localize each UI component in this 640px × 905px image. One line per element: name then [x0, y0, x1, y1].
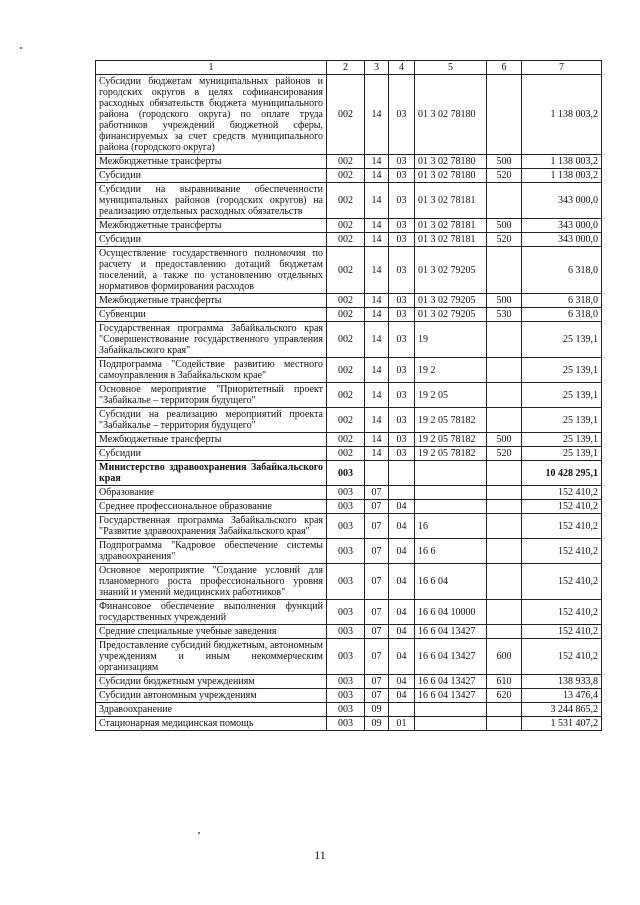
cell-ministry-code: 002: [327, 247, 365, 294]
cell-subsection: 03: [389, 358, 415, 383]
cell-ministry-code: 003: [327, 639, 365, 675]
cell-ministry-code: 003: [327, 486, 365, 500]
cell-ministry-code: 003: [327, 675, 365, 689]
cell-expense-type: 500: [487, 433, 522, 447]
cell-target-article: 16 6 04 13427: [415, 689, 487, 703]
cell-target-article: 01 3 02 79205: [415, 247, 487, 294]
cell-name: Субсидии: [96, 447, 327, 461]
cell-target-article: 19 2 05: [415, 383, 487, 408]
cell-section: 07: [365, 625, 389, 639]
cell-subsection: 03: [389, 183, 415, 219]
table-row: [96, 447, 602, 461]
cell-name: Субсидии бюджетным учреждениям: [96, 675, 327, 689]
table-row: [96, 514, 602, 539]
cell-ministry-code: 003: [327, 689, 365, 703]
cell-name: Здравоохранение: [96, 703, 327, 717]
cell-subsection: 04: [389, 564, 415, 600]
cell-expense-type: [487, 461, 522, 486]
table-row: [96, 639, 602, 675]
cell-subsection: 03: [389, 155, 415, 169]
cell-subsection: 03: [389, 233, 415, 247]
cell-section: 07: [365, 514, 389, 539]
cell-section: 09: [365, 703, 389, 717]
cell-ministry-code: 003: [327, 564, 365, 600]
budget-table: [95, 60, 602, 731]
cell-amount: 152 410,2: [522, 500, 602, 514]
cell-target-article: [415, 703, 487, 717]
cell-target-article: 19 2 05 78182: [415, 447, 487, 461]
cell-section: 14: [365, 233, 389, 247]
cell-target-article: 19: [415, 322, 487, 358]
cell-expense-type: 530: [487, 308, 522, 322]
table-row: [96, 625, 602, 639]
table-row: [96, 461, 602, 486]
cell-expense-type: [487, 564, 522, 600]
table-row: [96, 486, 602, 500]
cell-expense-type: [487, 383, 522, 408]
cell-name: Предоставление субсидий бюджетным, автономным учреждениям и иным некоммерческим организациям: [96, 639, 327, 675]
table-row: [96, 155, 602, 169]
cell-target-article: 16 6 04: [415, 564, 487, 600]
table-body: [96, 75, 602, 731]
table-row: [96, 689, 602, 703]
cell-expense-type: [487, 322, 522, 358]
cell-ministry-code: 003: [327, 514, 365, 539]
cell-section: 07: [365, 539, 389, 564]
cell-name: Субсидии на реализацию мероприятий проекта "Забайкалье – территория будущего": [96, 408, 327, 433]
cell-target-article: 16 6: [415, 539, 487, 564]
cell-name: Подпрограмма "Кадровое обеспечение системы здравоохранения": [96, 539, 327, 564]
cell-subsection: 03: [389, 75, 415, 155]
cell-expense-type: [487, 75, 522, 155]
cell-ministry-code: 002: [327, 183, 365, 219]
cell-expense-type: [487, 514, 522, 539]
column-header-amount: 7: [522, 61, 602, 75]
cell-section: 07: [365, 675, 389, 689]
table-header-row: [96, 61, 602, 75]
cell-ministry-code: 002: [327, 383, 365, 408]
cell-subsection: 04: [389, 689, 415, 703]
cell-name: Межбюджетные трансферты: [96, 219, 327, 233]
cell-ministry-code: 002: [327, 447, 365, 461]
cell-ministry-code: 003: [327, 625, 365, 639]
cell-target-article: 01 3 02 78180: [415, 155, 487, 169]
cell-ministry-code: 002: [327, 294, 365, 308]
cell-name: Субсидии: [96, 233, 327, 247]
cell-name: Стационарная медицинская помощь: [96, 717, 327, 731]
cell-ministry-code: 002: [327, 322, 365, 358]
cell-target-article: 19 2 05 78182: [415, 408, 487, 433]
cell-name: Субсидии на выравнивание обеспеченности муниципальных районов (городских округов) на реализацию отдельных расходных обязательств: [96, 183, 327, 219]
cell-subsection: 04: [389, 539, 415, 564]
cell-section: 14: [365, 408, 389, 433]
cell-subsection: 03: [389, 219, 415, 233]
cell-amount: 3 244 865,2: [522, 703, 602, 717]
cell-amount: 1 531 407,2: [522, 717, 602, 731]
table-row: [96, 433, 602, 447]
column-header-subsection: 4: [389, 61, 415, 75]
cell-section: 14: [365, 155, 389, 169]
cell-target-article: 01 3 02 78180: [415, 169, 487, 183]
cell-amount: 1 138 003,2: [522, 169, 602, 183]
table-row: [96, 500, 602, 514]
cell-section: 14: [365, 447, 389, 461]
cell-subsection: 03: [389, 308, 415, 322]
cell-expense-type: [487, 600, 522, 625]
cell-amount: 152 410,2: [522, 564, 602, 600]
cell-target-article: [415, 717, 487, 731]
cell-expense-type: 520: [487, 169, 522, 183]
cell-target-article: 01 3 02 79205: [415, 308, 487, 322]
cell-name: Межбюджетные трансферты: [96, 433, 327, 447]
cell-ministry-code: 003: [327, 703, 365, 717]
cell-target-article: 16 6 04 13427: [415, 639, 487, 675]
cell-amount: 6 318,0: [522, 294, 602, 308]
table-row: [96, 717, 602, 731]
cell-ministry-code: 002: [327, 169, 365, 183]
cell-target-article: [415, 461, 487, 486]
cell-target-article: 16 6 04 10000: [415, 600, 487, 625]
cell-target-article: 01 3 02 78181: [415, 233, 487, 247]
cell-amount: 10 428 295,1: [522, 461, 602, 486]
cell-amount: 152 410,2: [522, 539, 602, 564]
cell-subsection: [389, 461, 415, 486]
cell-subsection: 03: [389, 322, 415, 358]
cell-section: 14: [365, 169, 389, 183]
cell-amount: 152 410,2: [522, 486, 602, 500]
cell-name: Субвенции: [96, 308, 327, 322]
cell-expense-type: [487, 408, 522, 433]
cell-section: 14: [365, 308, 389, 322]
cell-target-article: 01 3 02 78181: [415, 219, 487, 233]
cell-target-article: 16 6 04 13427: [415, 625, 487, 639]
cell-amount: 25 139,1: [522, 447, 602, 461]
cell-subsection: 01: [389, 717, 415, 731]
cell-target-article: 01 3 02 78181: [415, 183, 487, 219]
cell-amount: 25 139,1: [522, 433, 602, 447]
cell-target-article: 19 2: [415, 358, 487, 383]
cell-name: Финансовое обеспечение выполнения функций государственных учреждений: [96, 600, 327, 625]
table-row: [96, 233, 602, 247]
cell-section: 14: [365, 383, 389, 408]
cell-section: 07: [365, 486, 389, 500]
table-row: [96, 383, 602, 408]
cell-section: 07: [365, 639, 389, 675]
cell-amount: 343 000,0: [522, 219, 602, 233]
cell-ministry-code: 002: [327, 155, 365, 169]
cell-expense-type: 620: [487, 689, 522, 703]
cell-subsection: 04: [389, 639, 415, 675]
cell-name: Государственная программа Забайкальского края "Развитие здравоохранения Забайкальского края": [96, 514, 327, 539]
cell-expense-type: 500: [487, 219, 522, 233]
column-header-expense-type: 6: [487, 61, 522, 75]
cell-amount: 25 139,1: [522, 322, 602, 358]
cell-name: Субсидии автономным учреждениям: [96, 689, 327, 703]
cell-amount: 343 000,0: [522, 183, 602, 219]
cell-name: Средние специальные учебные заведения: [96, 625, 327, 639]
table-row: [96, 539, 602, 564]
cell-section: 14: [365, 294, 389, 308]
cell-ministry-code: 002: [327, 233, 365, 247]
cell-name: Министерство здравоохранения Забайкальского края: [96, 461, 327, 486]
cell-subsection: [389, 703, 415, 717]
cell-ministry-code: 002: [327, 75, 365, 155]
cell-name: Основное мероприятие "Создание условий для планомерного роста профессионального уровня знаний и умений медицинских работников": [96, 564, 327, 600]
cell-ministry-code: 003: [327, 461, 365, 486]
cell-subsection: 04: [389, 625, 415, 639]
cell-name: Субсидии: [96, 169, 327, 183]
cell-section: 09: [365, 717, 389, 731]
cell-expense-type: 520: [487, 447, 522, 461]
cell-amount: 6 318,0: [522, 247, 602, 294]
cell-subsection: 04: [389, 500, 415, 514]
table-row: [96, 308, 602, 322]
cell-amount: 1 138 003,2: [522, 155, 602, 169]
cell-section: 14: [365, 75, 389, 155]
cell-expense-type: 500: [487, 155, 522, 169]
table-row: [96, 358, 602, 383]
cell-name: Субсидии бюджетам муниципальных районов и городских округов в целях софинансирования расходных обязательств бюджета муниципального района (городского округа) по оплате труда работников учреждений бюджетной сферы, финансируемых за счет средств муниципального района (городского округа): [96, 75, 327, 155]
table-row: [96, 600, 602, 625]
cell-section: 07: [365, 689, 389, 703]
column-header-section: 3: [365, 61, 389, 75]
column-header-target-article: 5: [415, 61, 487, 75]
cell-subsection: 04: [389, 600, 415, 625]
cell-target-article: [415, 486, 487, 500]
cell-target-article: 16 6 04 13427: [415, 675, 487, 689]
cell-name: Межбюджетные трансферты: [96, 294, 327, 308]
cell-amount: 152 410,2: [522, 600, 602, 625]
table-row: [96, 408, 602, 433]
cell-name: Государственная программа Забайкальского края "Совершенствование государственного управления Забайкальского края": [96, 322, 327, 358]
cell-subsection: 03: [389, 294, 415, 308]
cell-amount: 25 139,1: [522, 358, 602, 383]
cell-name: Основное мероприятие "Приоритетный проект "Забайкалье – территория будущего": [96, 383, 327, 408]
cell-section: 14: [365, 183, 389, 219]
cell-name: Межбюджетные трансферты: [96, 155, 327, 169]
cell-ministry-code: 003: [327, 717, 365, 731]
table-row: [96, 247, 602, 294]
cell-ministry-code: 002: [327, 433, 365, 447]
cell-ministry-code: 003: [327, 600, 365, 625]
cell-ministry-code: 003: [327, 539, 365, 564]
cell-target-article: [415, 500, 487, 514]
cell-expense-type: [487, 247, 522, 294]
cell-subsection: 03: [389, 447, 415, 461]
cell-amount: 6 318,0: [522, 308, 602, 322]
cell-target-article: 01 3 02 79205: [415, 294, 487, 308]
cell-ministry-code: 002: [327, 308, 365, 322]
cell-amount: 343 000,0: [522, 233, 602, 247]
cell-ministry-code: 002: [327, 219, 365, 233]
cell-amount: 152 410,2: [522, 514, 602, 539]
cell-section: [365, 461, 389, 486]
table-row: [96, 294, 602, 308]
cell-target-article: 01 3 02 78180: [415, 75, 487, 155]
cell-section: 14: [365, 322, 389, 358]
table-row: [96, 675, 602, 689]
table-row: [96, 703, 602, 717]
scan-speck: [20, 47, 22, 49]
cell-ministry-code: 003: [327, 500, 365, 514]
cell-amount: 152 410,2: [522, 625, 602, 639]
cell-amount: 1 138 003,2: [522, 75, 602, 155]
cell-name: Образование: [96, 486, 327, 500]
cell-expense-type: [487, 703, 522, 717]
cell-subsection: 04: [389, 514, 415, 539]
cell-section: 07: [365, 500, 389, 514]
cell-subsection: 03: [389, 383, 415, 408]
cell-subsection: [389, 486, 415, 500]
cell-section: 14: [365, 247, 389, 294]
cell-expense-type: [487, 539, 522, 564]
cell-subsection: 03: [389, 247, 415, 294]
cell-name: Осуществление государственного полномочия по расчету и предоставлению дотаций бюджетам поселений, а также по установлению отдельных нормативов формирования расходов: [96, 247, 327, 294]
cell-ministry-code: 002: [327, 358, 365, 383]
cell-expense-type: 610: [487, 675, 522, 689]
cell-expense-type: [487, 358, 522, 383]
cell-subsection: 03: [389, 408, 415, 433]
cell-expense-type: 520: [487, 233, 522, 247]
table-row: [96, 564, 602, 600]
scan-speck: [198, 832, 200, 834]
page-number: 11: [314, 848, 326, 862]
cell-expense-type: [487, 183, 522, 219]
cell-target-article: 19 2 05 78182: [415, 433, 487, 447]
cell-expense-type: [487, 625, 522, 639]
cell-section: 14: [365, 358, 389, 383]
cell-section: 14: [365, 433, 389, 447]
cell-amount: 13 476,4: [522, 689, 602, 703]
cell-subsection: 04: [389, 675, 415, 689]
cell-amount: 25 139,1: [522, 408, 602, 433]
table-row: [96, 322, 602, 358]
table-row: [96, 183, 602, 219]
cell-section: 07: [365, 564, 389, 600]
cell-expense-type: [487, 717, 522, 731]
cell-expense-type: 500: [487, 294, 522, 308]
cell-expense-type: [487, 486, 522, 500]
cell-amount: 138 933,8: [522, 675, 602, 689]
cell-name: Среднее профессиональное образование: [96, 500, 327, 514]
cell-expense-type: 600: [487, 639, 522, 675]
table-row: [96, 75, 602, 155]
cell-subsection: 03: [389, 433, 415, 447]
table-row: [96, 219, 602, 233]
table-row: [96, 169, 602, 183]
cell-ministry-code: 002: [327, 408, 365, 433]
column-header-name: 1: [96, 61, 327, 75]
cell-section: 14: [365, 219, 389, 233]
cell-subsection: 03: [389, 169, 415, 183]
cell-expense-type: [487, 500, 522, 514]
cell-amount: 152 410,2: [522, 639, 602, 675]
cell-name: Подпрограмма "Содействие развитию местного самоуправления в Забайкальском крае": [96, 358, 327, 383]
cell-target-article: 16: [415, 514, 487, 539]
cell-amount: 25 139,1: [522, 383, 602, 408]
column-header-ministry: 2: [327, 61, 365, 75]
cell-section: 07: [365, 600, 389, 625]
